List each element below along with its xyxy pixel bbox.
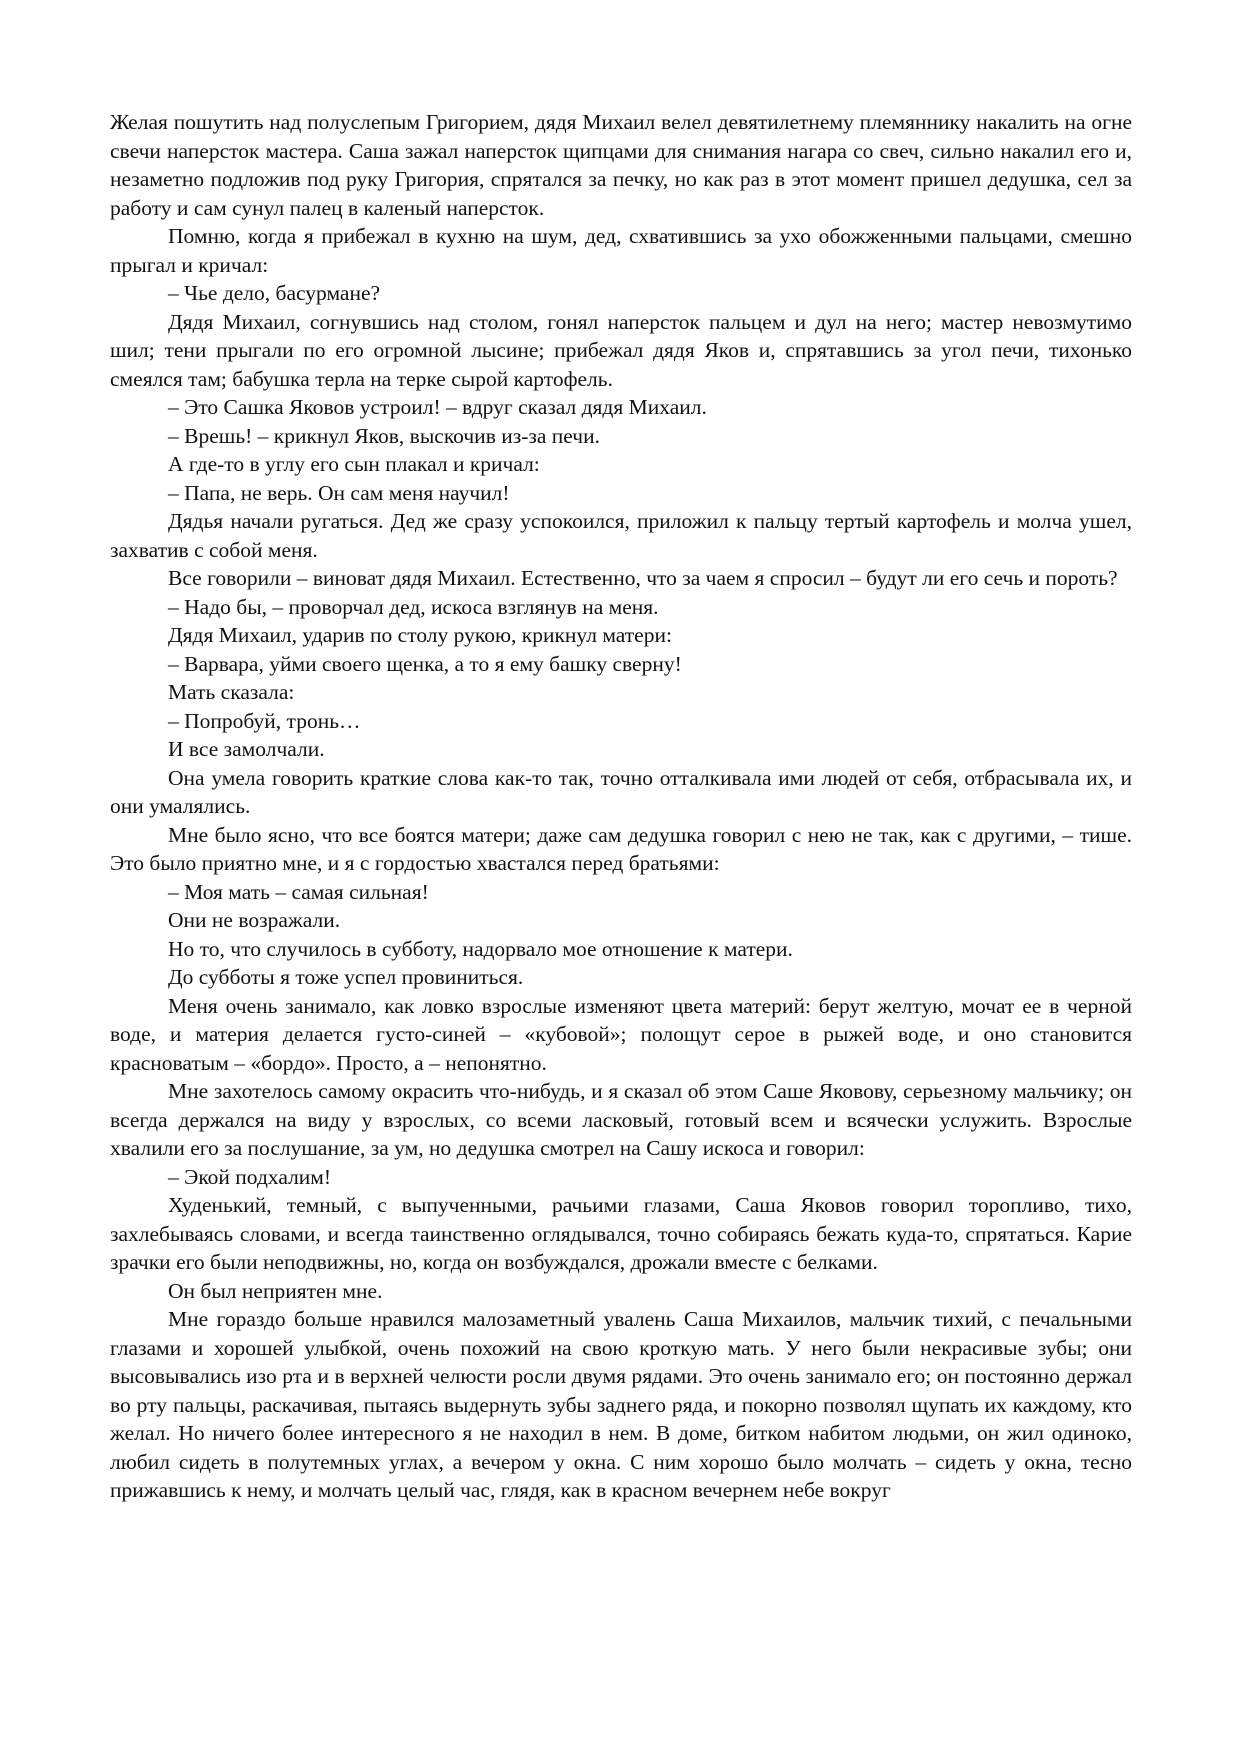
dialogue-line: – Чье дело, басурмане? — [168, 281, 381, 305]
dialogue-line: – Варвара, уйми своего щенка, а то я ему башку сверну! — [168, 651, 682, 676]
paragraph: Худенький, темный, с выпученными, рачьими глазами, Саша Яковов говорил торопливо, тихо, захлебываясь словами, и всегда таинственно оглядывался, точно собираясь бежать куда-то, спрятаться. Карие зрачки его были неподвижны, но, когда он возбуждался, дрожали вместе с белками. — [110, 1193, 1132, 1274]
paragraph: Желая пошутить над полуслепым Григорием, дядя Михаил велел девятилетнему племяннику накалить на огне свечи наперсток мастера. Саша зажал наперсток щипцами для снимания нагара со свеч, сильно накалил его и, незаметно подложив под руку Григория, спрятался за печку, но как раз в этот момент пришел дедушка, сел за работу и сам сунул палец в каленый наперсток. — [110, 110, 1132, 220]
paragraph: Мне гораздо больше нравился малозаметный увалень Саша Михаилов, мальчик тихий, с печальными глазами и хорошей улыбкой, очень похожий на свою кроткую мать. У него были некрасивые зубы; они высовывались изо рта и в верхней челюсти росли двумя рядами. Это очень занимало его; он постоянно держал во рту пальцы, раскачивая, пытаясь выдернуть зубы заднего ряда, и покорно позволял щупать их каждому, кто желал. Но ничего более интересного я не находил в нем. В доме, битком набитом людьми, он жил одиноко, любил сидеть в полутемных углах, а вечером у окна. С ним хорошо было молчать – сидеть у окна, тесно прижавшись к нему, и молчать целый час, глядя, как в красном вечернем небе вокруг — [110, 1307, 1132, 1502]
dialogue-line: – Моя мать – самая сильная! — [168, 879, 429, 904]
paragraph: Мать сказала: — [168, 680, 295, 704]
document-page — [110, 108, 1132, 1505]
dialogue-line: – Попробуй, тронь… — [168, 708, 361, 733]
paragraph: Помню, когда я прибежал в кухню на шум, дед, схватившись за ухо обожженными пальцами, смешно прыгал и кричал: — [110, 224, 1132, 277]
paragraph: Он был неприятен мне. — [168, 1278, 383, 1303]
dialogue-line: – Это Сашка Яковов устроил! – вдруг сказал дядя Михаил. — [168, 395, 707, 419]
dialogue-line: – Папа, не верь. Он сам меня научил! — [168, 480, 510, 505]
dialogue-line: – Надо бы, – проворчал дед, искоса взглянув на меня. — [168, 594, 659, 619]
paragraph: Дядя Михаил, согнувшись над столом, гонял наперсток пальцем и дул на него; мастер невозмутимо шил; тени прыгали по его огромной лысине; прибежал дядя Яков и, спрятавшись за угол печи, тихонько смеялся там; бабушка терла на терке сырой картофель. — [110, 309, 1132, 391]
dialogue-line: – Экой подхалим! — [168, 1164, 332, 1189]
paragraph: Все говорили – виноват дядя Михаил. Естественно, что за чаем я спросил – будут ли его сечь и пороть? — [168, 566, 1118, 590]
paragraph: Мне было ясно, что все боятся матери; даже сам дедушка говорил с нею не так, как с другими, – тише. Это было приятно мне, и я с гордостью хвастался перед братьями: — [110, 822, 1132, 875]
paragraph: А где-то в углу его сын плакал и кричал: — [168, 452, 540, 476]
paragraph: Мне захотелось самому окрасить что-нибудь, и я сказал об этом Саше Яковову, серьезному мальчику; он всегда держался на виду у взрослых, со всеми ласковый, готовый всем и всячески услужить. Взрослые хвалили его за послушание, за ум, но дедушка смотрел на Сашу искоса и говорил: — [110, 1079, 1132, 1160]
paragraph: Они не возражали. — [168, 908, 341, 932]
paragraph: Но то, что случилось в субботу, надорвало мое отношение к матери. — [168, 936, 793, 961]
paragraph: Дядья начали ругаться. Дед же сразу успокоился, приложил к пальцу тертый картофель и молча ушел, захватив с собой меня. — [110, 509, 1132, 562]
paragraph: Дядя Михаил, ударив по столу рукою, крикнул матери: — [168, 623, 672, 647]
paragraph: И все замолчали. — [168, 737, 325, 761]
paragraph: Она умела говорить краткие слова как-то так, точно отталкивала ими людей от себя, отбрасывала их, и они умалялись. — [110, 765, 1132, 818]
paragraph: До субботы я тоже успел провиниться. — [168, 965, 524, 989]
paragraph: Меня очень занимало, как ловко взрослые изменяют цвета материй: берут желтую, мочат ее в черной воде, и материя делается густо-синей – «кубовой»; полощут серое в рыжей воде, и оно становится красноватым – «бордо». Просто, а – непонятно. — [110, 993, 1132, 1075]
dialogue-line: – Врешь! – крикнул Яков, выскочив из-за печи. — [168, 423, 600, 448]
